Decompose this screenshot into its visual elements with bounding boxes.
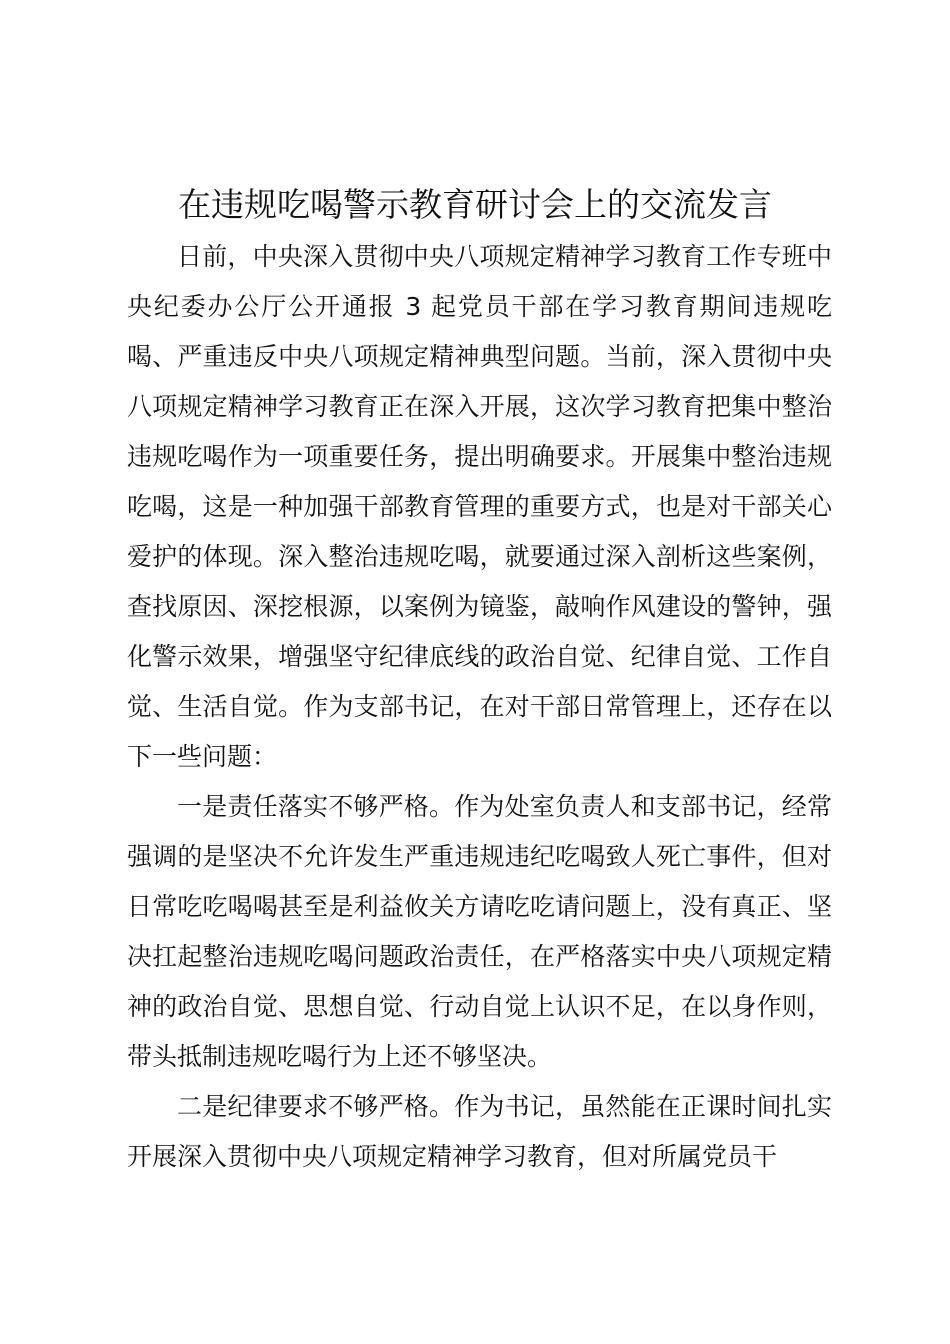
paragraph-intro: 日前，中央深入贯彻中央八项规定精神学习教育工作专班中央纪委办公厅公开通报 3 起党员干部在学习教育期间违规吃喝、严重违反中央八项规定精神典型问题。当前，深入贯彻中央八项规定精神学习教育正在深入开展，这次学习教育把集中整治违规吃喝作为一项重要任务，提出明确要求。开展集中整治违规吃喝，这是一种加强干部教育管理的重要方式，也是对干部关心爱护的体现。深入整治违规吃喝，就要通过深入剖析这些案例，查找原因、深挖根源，以案例为镜鉴，敲响作风建设的警钟，强化警示效果，增强坚守纪律底线的政治自觉、纪律自觉、工作自觉、生活自觉。作为支部书记，在对干部日常管理上，还存在以下一些问题： [127,242,832,771]
document-title: 在违规吃喝警示教育研讨会上的交流发言 [178,185,772,224]
paragraph-point-2: 二是纪律要求不够严格。作为书记，虽然能在正课时间扎实开展深入贯彻中央八项规定精神学习教育，但对所属党员干 [127,1092,832,1171]
document-body [127,232,832,1182]
paragraph-point-1: 一是责任落实不够严格。作为处室负责人和支部书记，经常强调的是坚决不允许发生严重违规违纪吃喝致人死亡事件，但对日常吃吃喝喝甚至是利益攸关方请吃吃请问题上，没有真正、坚决扛起整治违规吃喝问题政治责任，在严格落实中央八项规定精神的政治自觉、思想自觉、行动自觉上认识不足，在以身作则，带头抵制违规吃喝行为上还不够坚决。 [127,792,832,1071]
